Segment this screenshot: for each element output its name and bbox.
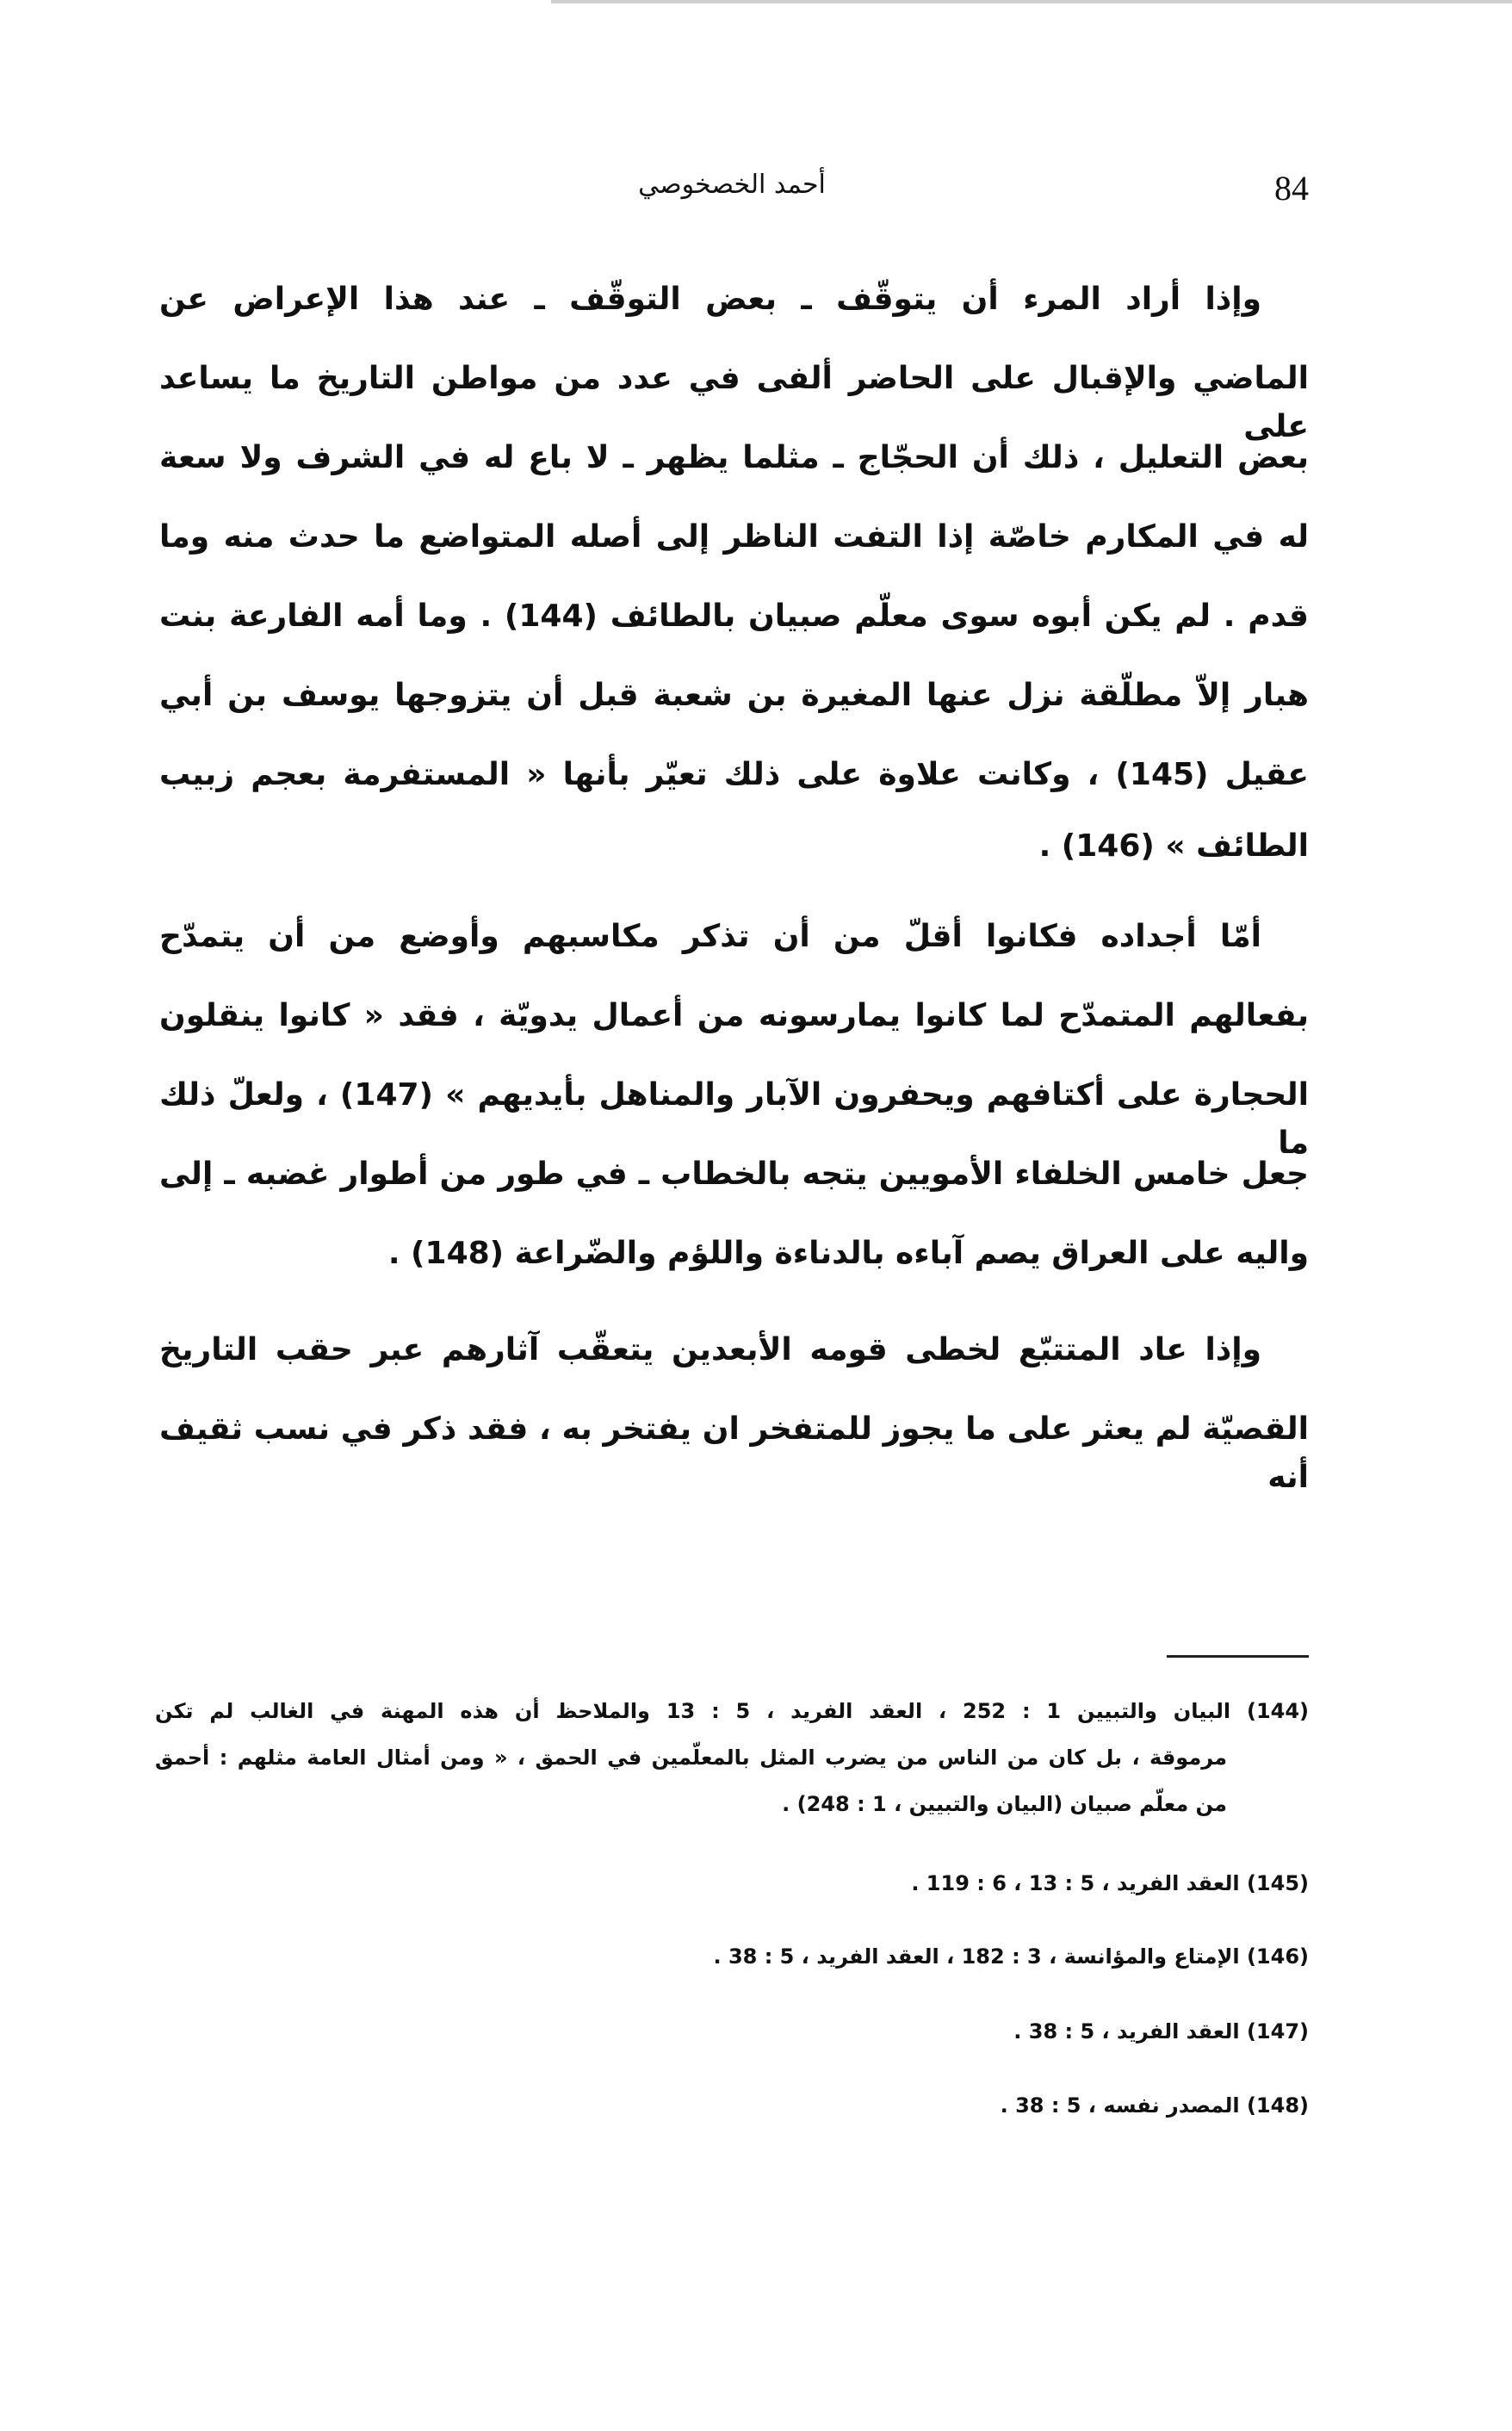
footnote-145: (145) العقد الفريد ، 5 : 13 ، 6 : 119 . (911, 1871, 1309, 1895)
running-header (155, 168, 1309, 220)
text-line: الطائف » (146) . (1038, 828, 1309, 864)
text-line: القصيّة لم يعثر على ما يجوز للمتفخر ان يفتخر به ، فقد ذكر في نسب ثقيف أنه (159, 1411, 1309, 1495)
text-line: له في المكارم خاصّة إذا التفت الناظر إلى أصله المتواضع ما حدث منه وما (159, 519, 1309, 555)
footnote-148: (148) المصدر نفسه ، 5 : 38 . (1000, 2093, 1309, 2118)
text-line: قدم . لم يكن أبوه سوى معلّم صبيان بالطائف (144) . وما أمه الفارعة بنت (159, 598, 1309, 634)
text-line: هبار إلاّ مطلّقة نزل عنها المغيرة بن شعبة قبل أن يتزوجها يوسف بن أبي (159, 678, 1309, 713)
footnote-144-line: من معلّم صبيان (البيان والتبيين ، 1 : 248) . (782, 1792, 1227, 1816)
footnote-144-line: مرموقة ، بل كان من الناس من يضرب المثل بالمعلّمين في الحمق ، « ومن أمثال العامة مثلهم : أحمق (155, 1746, 1227, 1770)
text-line: عقيل (145) ، وكانت علاوة على ذلك تعيّر بأنها « المستفرمة بعجم زبيب (159, 757, 1309, 792)
text-line: بعض التعليل ، ذلك أن الحجّاج ـ مثلما يظهر ـ لا باع له في الشرف ولا سعة (159, 440, 1309, 475)
footnote-147: (147) العقد الفريد ، 5 : 38 . (1013, 2019, 1309, 2043)
footnote-146: (146) الإمتاع والمؤانسة ، 3 : 182 ، العقد الفريد ، 5 : 38 . (713, 1944, 1309, 1969)
scan-edge (551, 0, 1512, 3)
text-line: أمّا أجداده فكانوا أقلّ من أن تذكر مكاسبهم وأوضع من أن يتمدّح (159, 919, 1261, 954)
footnote-144-line: (144) البيان والتبيين 1 : 252 ، العقد الفريد ، 5 : 13 والملاحظ أن هذه المهنة في الغالب لم تكن (155, 1699, 1310, 1723)
text-line: وإذا عاد المتتبّع لخطى قومه الأبعدين يتعقّب آثارهم عبر حقب التاريخ (159, 1332, 1261, 1367)
text-line: الماضي والإقبال على الحاضر ألفى في عدد من مواطن التاريخ ما يساعد على (159, 361, 1309, 444)
text-line: الحجارة على أكتافهم ويحفرون الآبار والمناهل بأيديهم » (147) ، ولعلّ ذلك ما (159, 1077, 1309, 1161)
text-line: جعل خامس الخلفاء الأمويين يتجه بالخطاب ـ في طور من أطوار غضبه ـ إلى (159, 1157, 1309, 1192)
running-header-author: أحمد الخصخوصي (638, 170, 826, 200)
page-number: 84 (1274, 169, 1309, 208)
text-line: بفعالهم المتمدّح لما كانوا يمارسونه من أعمال يدويّة ، فقد « كانوا ينقلون (159, 998, 1309, 1033)
text-line: وإذا أراد المرء أن يتوقّف ـ بعض التوقّف ـ عند هذا الإعراض عن (159, 282, 1261, 317)
text-line: واليه على العراق يصم آباءه بالدناءة واللؤم والضّراعة (148) . (387, 1236, 1309, 1271)
footnote-separator (1167, 1655, 1309, 1658)
